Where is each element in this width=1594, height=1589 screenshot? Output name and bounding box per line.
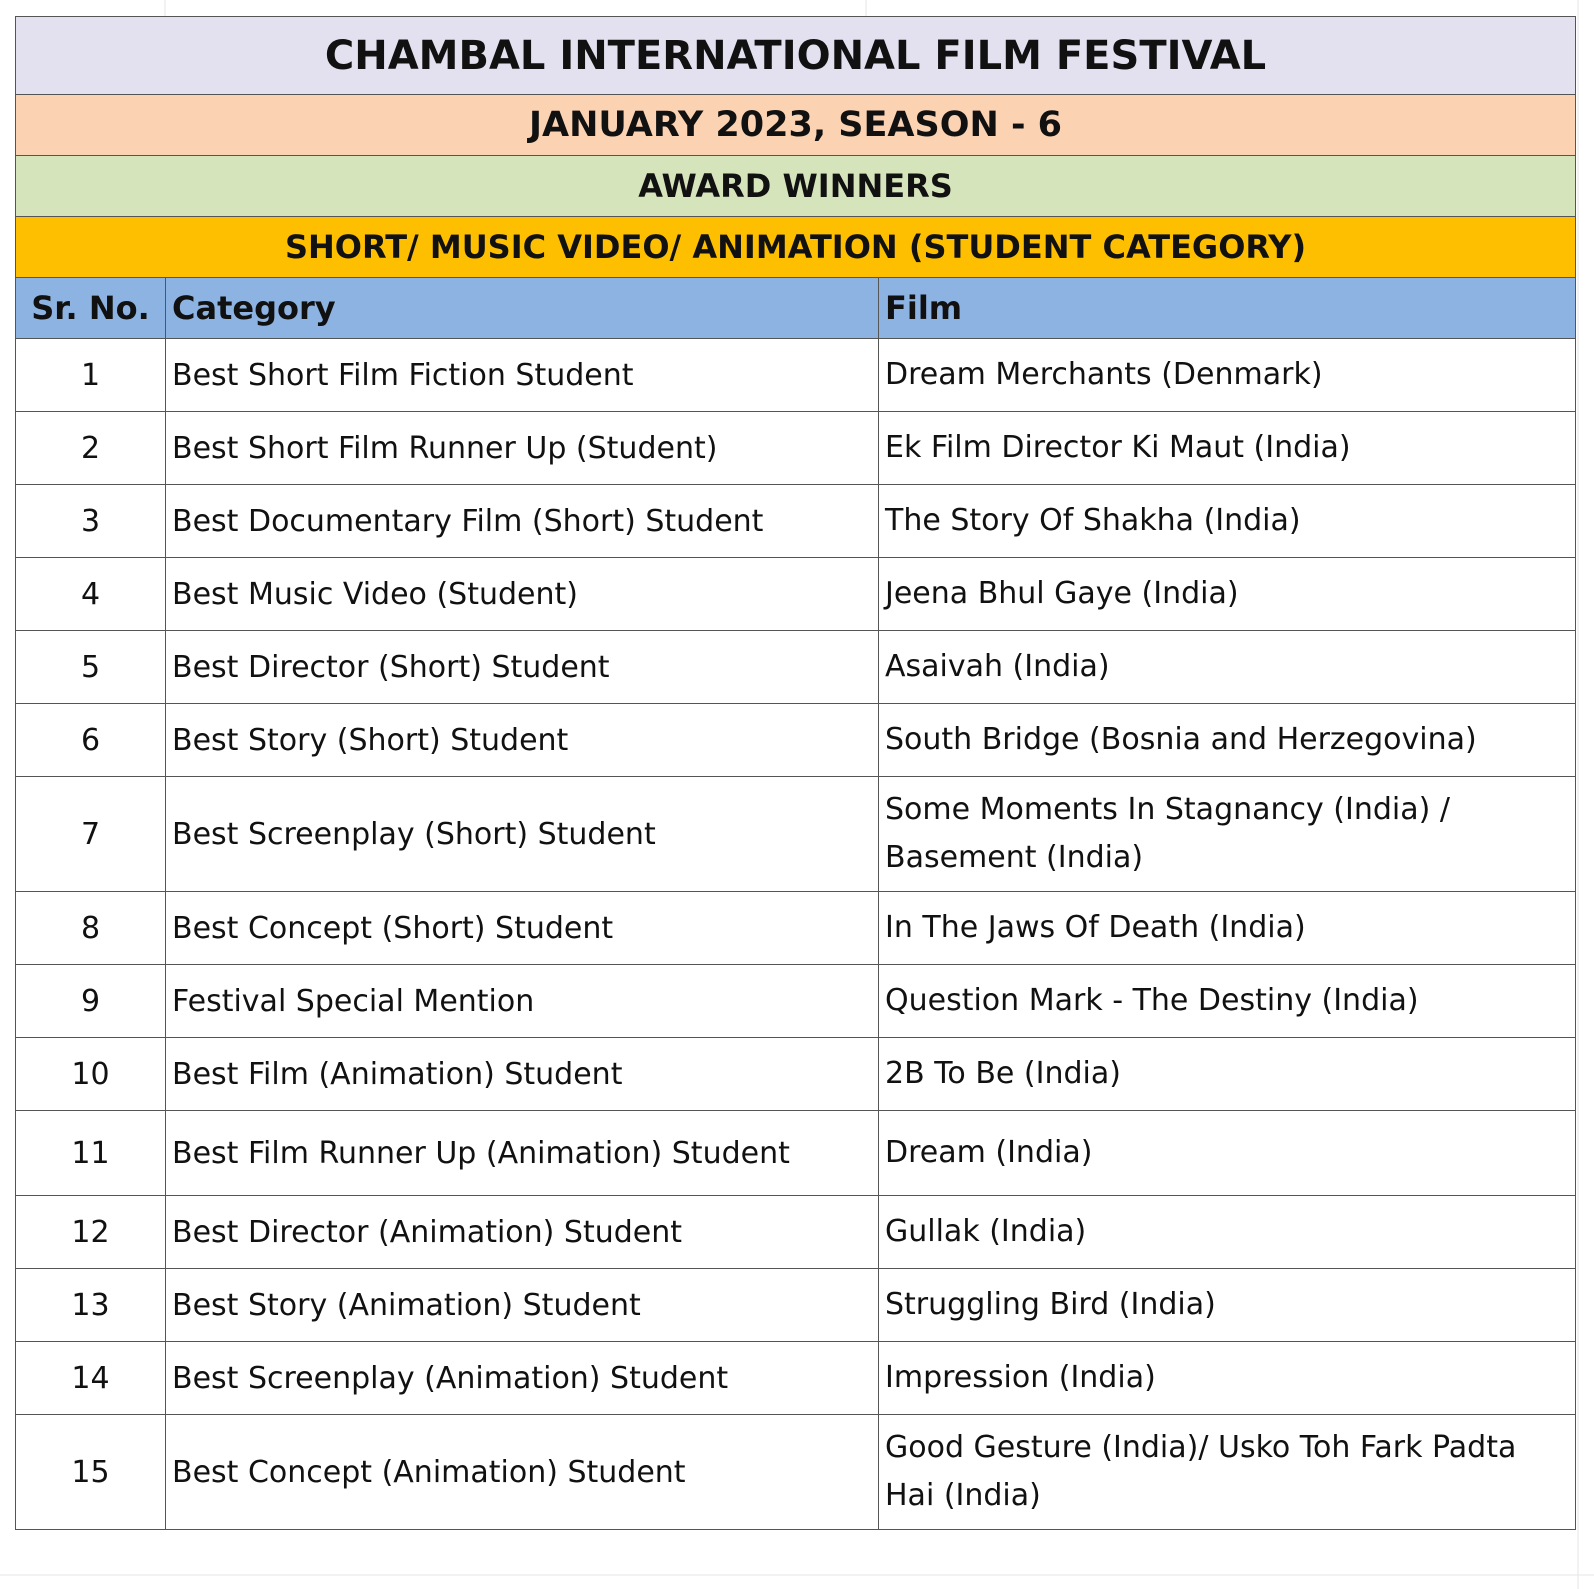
table-row (16, 1038, 1576, 1111)
category-cell[interactable]: Best Music Video (Student) (166, 558, 879, 631)
category-cell[interactable]: Best Short Film Runner Up (Student) (166, 412, 879, 485)
sr-cell[interactable]: 8 (16, 892, 166, 965)
table-row (16, 777, 1576, 892)
film-cell[interactable]: Dream Merchants (Denmark) (879, 339, 1576, 412)
category-cell[interactable]: Best Director (Short) Student (166, 631, 879, 704)
sr-cell[interactable]: 2 (16, 412, 166, 485)
film-cell[interactable]: 2B To Be (India) (879, 1038, 1576, 1111)
film-cell[interactable]: Jeena Bhul Gaye (India) (879, 558, 1576, 631)
film-cell[interactable]: In The Jaws Of Death (India) (879, 892, 1576, 965)
table-row (16, 1415, 1576, 1530)
table-row (16, 558, 1576, 631)
film-cell[interactable]: Some Moments In Stagnancy (India) / Basement (India) (879, 777, 1576, 892)
sr-cell[interactable]: 7 (16, 777, 166, 892)
category-cell[interactable]: Best Concept (Short) Student (166, 892, 879, 965)
film-cell[interactable]: South Bridge (Bosnia and Herzegovina) (879, 704, 1576, 777)
section-row (16, 217, 1576, 278)
table-row (16, 412, 1576, 485)
film-cell[interactable]: Impression (India) (879, 1342, 1576, 1415)
table-row (16, 1342, 1576, 1415)
category-cell[interactable]: Best Screenplay (Short) Student (166, 777, 879, 892)
film-cell[interactable]: Gullak (India) (879, 1196, 1576, 1269)
table-row (16, 1196, 1576, 1269)
film-cell[interactable]: Dream (India) (879, 1111, 1576, 1196)
category-cell[interactable]: Best Story (Animation) Student (166, 1269, 879, 1342)
sr-cell[interactable]: 3 (16, 485, 166, 558)
sr-cell[interactable]: 11 (16, 1111, 166, 1196)
table-row (16, 704, 1576, 777)
section-label[interactable]: SHORT/ MUSIC VIDEO/ ANIMATION (STUDENT CATEGORY) (16, 217, 1576, 278)
category-cell[interactable]: Festival Special Mention (166, 965, 879, 1038)
table-row (16, 892, 1576, 965)
sr-cell[interactable]: 12 (16, 1196, 166, 1269)
festival-title-row (16, 17, 1576, 95)
table-row (16, 339, 1576, 412)
category-cell[interactable]: Best Story (Short) Student (166, 704, 879, 777)
award-winners-row (16, 156, 1576, 217)
season-label[interactable]: JANUARY 2023, SEASON - 6 (16, 95, 1576, 156)
film-cell[interactable]: Good Gesture (India)/ Usko Toh Fark Padta Hai (India) (879, 1415, 1576, 1530)
film-cell[interactable]: Struggling Bird (India) (879, 1269, 1576, 1342)
column-header-film[interactable]: Film (879, 278, 1576, 339)
sr-cell[interactable]: 6 (16, 704, 166, 777)
film-cell[interactable]: Question Mark - The Destiny (India) (879, 965, 1576, 1038)
column-header-category[interactable]: Category (166, 278, 879, 339)
festival-title[interactable]: CHAMBAL INTERNATIONAL FILM FESTIVAL (16, 17, 1576, 95)
category-cell[interactable]: Best Director (Animation) Student (166, 1196, 879, 1269)
award-winners-label[interactable]: AWARD WINNERS (16, 156, 1576, 217)
film-cell[interactable]: Ek Film Director Ki Maut (India) (879, 412, 1576, 485)
category-cell[interactable]: Best Concept (Animation) Student (166, 1415, 879, 1530)
sr-cell[interactable]: 10 (16, 1038, 166, 1111)
sr-cell[interactable]: 14 (16, 1342, 166, 1415)
category-cell[interactable]: Best Film (Animation) Student (166, 1038, 879, 1111)
column-header-sr[interactable]: Sr. No. (16, 278, 166, 339)
film-cell[interactable]: The Story Of Shakha (India) (879, 485, 1576, 558)
season-row (16, 95, 1576, 156)
award-winners-table (15, 16, 1576, 1530)
header-row (16, 278, 1576, 339)
table-row (16, 1111, 1576, 1196)
sr-cell[interactable]: 4 (16, 558, 166, 631)
table-row (16, 965, 1576, 1038)
sr-cell[interactable]: 5 (16, 631, 166, 704)
sr-cell[interactable]: 1 (16, 339, 166, 412)
table-row (16, 1269, 1576, 1342)
sr-cell[interactable]: 13 (16, 1269, 166, 1342)
category-cell[interactable]: Best Documentary Film (Short) Student (166, 485, 879, 558)
category-cell[interactable]: Best Film Runner Up (Animation) Student (166, 1111, 879, 1196)
film-cell[interactable]: Asaivah (India) (879, 631, 1576, 704)
table-row (16, 485, 1576, 558)
category-cell[interactable]: Best Short Film Fiction Student (166, 339, 879, 412)
sr-cell[interactable]: 15 (16, 1415, 166, 1530)
sr-cell[interactable]: 9 (16, 965, 166, 1038)
category-cell[interactable]: Best Screenplay (Animation) Student (166, 1342, 879, 1415)
table-row (16, 631, 1576, 704)
